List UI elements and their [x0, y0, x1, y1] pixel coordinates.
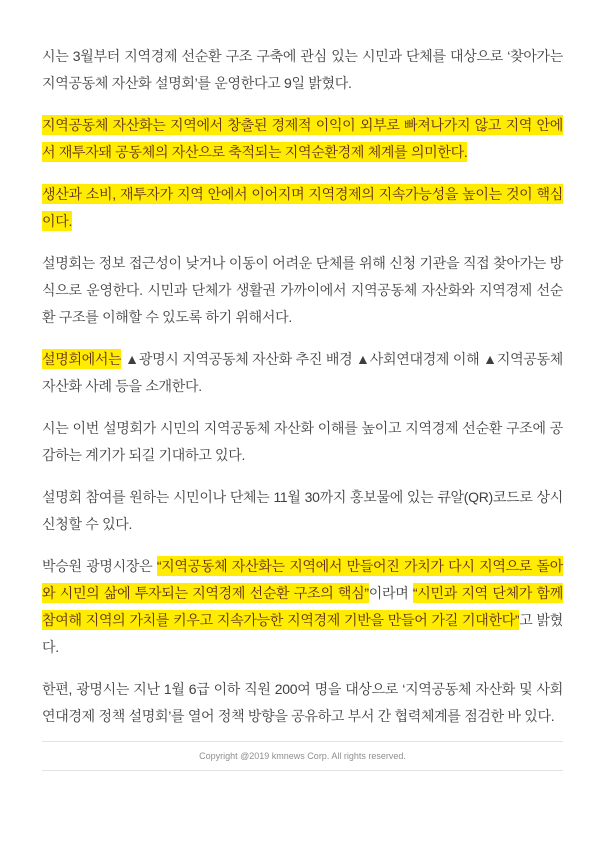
- paragraph-text: ▲광명시 지역공동체 자산화 추진 배경 ▲사회연대경제 이해 ▲지역공동체 자산화 사례 등을 소개한다.: [42, 351, 563, 394]
- article-paragraph: [42, 553, 563, 661]
- article-paragraph: [42, 112, 563, 166]
- highlighted-text: “지역공동체 자산화는 지역에서 만들어진 가치가 다시 지역으로 돌아와 시민의 삶에 투자되는 지역경제 선순환 구조의 핵심”: [42, 558, 563, 601]
- paragraph-text: 박승원 광명시장은: [42, 558, 157, 574]
- highlighted-text: 설명회에서는: [42, 351, 122, 367]
- paragraph-text: 시는 이번 설명회가 시민의 지역공동체 자산화 이해를 높이고 지역경제 선순환 구조에 공감하는 계기가 되길 기대하고 있다.: [42, 420, 563, 463]
- highlighted-text: 생산과 소비, 재투자가 지역 안에서 이어지며 지역경제의 지속가능성을 높이는 것이 핵심이다.: [42, 186, 563, 229]
- paragraph-text: 고 밝혔다.: [42, 612, 563, 655]
- article-paragraph: [42, 676, 563, 730]
- copyright-text: Copyright @2019 kmnews Corp. All rights reserved.: [199, 751, 406, 761]
- paragraph-text: 한편, 광명시는 지난 1월 6급 이하 직원 200여 명을 대상으로 ‘지역공동체 자산화 및 사회연대경제 정책 설명회’를 열어 정책 방향을 공유하고 부서 간 협력체계를 점검한 바 있다.: [42, 681, 563, 724]
- article-body: [42, 43, 563, 730]
- article-paragraph: [42, 484, 563, 538]
- article-paragraph: [42, 415, 563, 469]
- article-paragraph: [42, 181, 563, 235]
- paragraph-text: 설명회는 정보 접근성이 낮거나 이동이 어려운 단체를 위해 신청 기관을 직접 찾아가는 방식으로 운영한다. 시민과 단체가 생활권 가까이에서 지역공동체 자산화와 지역경제 선순환 구조를 이해할 수 있도록 하기 위해서다.: [42, 255, 563, 325]
- article-paragraph: [42, 346, 563, 400]
- highlighted-text: “시민과 지역 단체가 함께 참여해 지역의 가치를 키우고 지속가능한 지역경제 기반을 만들어 가길 기대한다”: [42, 585, 564, 628]
- article-paragraph: [42, 250, 563, 331]
- article-paragraph: [42, 43, 563, 97]
- paragraph-text: 시는 3월부터 지역경제 선순환 구조 구축에 관심 있는 시민과 단체를 대상으로 ‘찾아가는 지역공동체 자산화 설명회’를 운영한다고 9일 밝혔다.: [42, 48, 563, 91]
- footer: [42, 741, 563, 771]
- highlighted-text: 지역공동체 자산화는 지역에서 창출된 경제적 이익이 외부로 빠져나가지 않고 지역 안에서 재투자돼 공동체의 자산으로 축적되는 지역순환경제 체계를 의미한다.: [42, 117, 563, 160]
- footer-divider-bottom: [42, 770, 563, 771]
- paragraph-text: 이라며: [368, 585, 413, 601]
- paragraph-text: 설명회 참여를 원하는 시민이나 단체는 11월 30까지 홍보물에 있는 큐알(QR)코드로 상시 신청할 수 있다.: [42, 489, 563, 532]
